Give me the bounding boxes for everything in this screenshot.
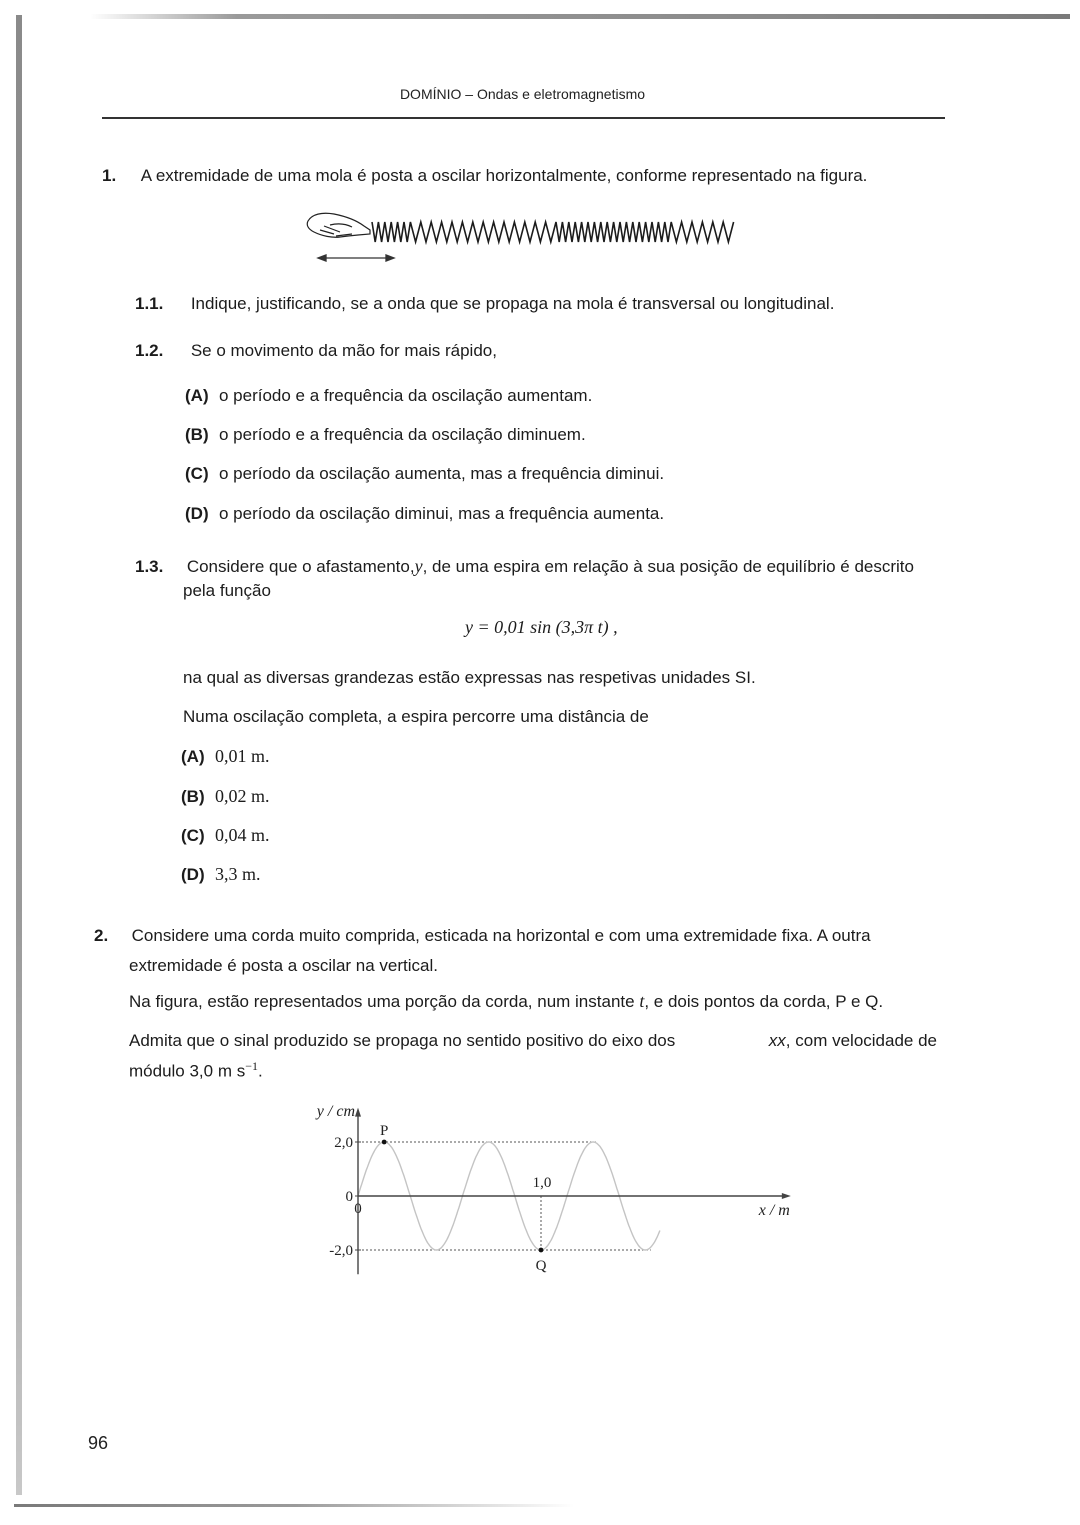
option-d[interactable]	[181, 863, 261, 886]
question-2-paragraph-3-cont	[129, 1055, 263, 1083]
equation-note: na qual as diversas grandezas estão expressas nas respetivas unidades SI.	[183, 668, 756, 687]
y-tick-label: -2,0	[329, 1243, 353, 1259]
equation: y = 0,01 sin (3,3π t) ,	[465, 617, 618, 637]
x-tick-label: 0	[354, 1201, 362, 1217]
option-text: o período e a frequência da oscilação aumentam.	[219, 386, 593, 405]
option-text: 0,02 m.	[215, 786, 270, 806]
option-text: o período da oscilação diminui, mas a frequência aumenta.	[219, 504, 665, 523]
option-c[interactable]	[185, 463, 664, 485]
scan-edge-left	[16, 15, 22, 1495]
question-1-3-prompt: Numa oscilação completa, a espira percorre uma distância de	[183, 707, 649, 726]
hand-icon	[307, 213, 370, 237]
question-number: 2.	[94, 926, 109, 945]
wave-chart	[290, 1085, 790, 1285]
question-2-line2: extremidade é posta a oscilar na vertical.	[129, 956, 438, 975]
question-2	[94, 925, 871, 947]
option-label: (A)	[181, 747, 205, 766]
spring-figure	[300, 200, 750, 265]
axis-name: xx	[768, 1031, 786, 1050]
question-statement: A extremidade de uma mola é posta a oscilar horizontalmente, conforme representado na figura.	[140, 166, 868, 185]
option-a[interactable]	[185, 385, 592, 407]
option-label: (B)	[181, 787, 205, 806]
question-2-paragraph-3	[129, 1030, 937, 1052]
option-label: (B)	[185, 425, 209, 444]
x-axis-label: x / m	[758, 1202, 790, 1219]
question-number: 1.1.	[135, 294, 164, 313]
question-number: 1.3.	[135, 557, 164, 576]
option-text: o período da oscilação aumenta, mas a frequência diminui.	[219, 464, 665, 483]
page-number: 96	[88, 1433, 109, 1453]
option-label: (D)	[181, 865, 205, 884]
option-label: (C)	[181, 826, 205, 845]
question-statement: Considere uma corda muito comprida, esticada na horizontal e com uma extremidade fixa. A outra	[131, 926, 871, 945]
text-part: .	[258, 1061, 263, 1081]
exponent: −1	[245, 1059, 259, 1073]
text-part: módulo 3,0 m s	[129, 1061, 246, 1081]
question-1-1	[135, 293, 834, 315]
option-b[interactable]	[185, 424, 586, 446]
variable-t: t	[639, 991, 645, 1011]
option-text: o período e a frequência da oscilação diminuem.	[219, 425, 586, 444]
double-arrow-icon	[318, 255, 394, 261]
variable-y: y	[414, 556, 423, 576]
text-part: , e dois pontos da corda, P e Q.	[644, 992, 884, 1011]
point-label-p: P	[379, 1123, 389, 1139]
question-1	[102, 165, 867, 187]
question-1-3-cont: pela função	[183, 581, 271, 600]
text-part: , com velocidade de	[785, 1031, 937, 1050]
option-text: 0,04 m.	[215, 825, 270, 845]
option-c[interactable]	[181, 824, 270, 847]
question-statement: Indique, justificando, se a onda que se propaga na mola é transversal ou longitudinal.	[190, 294, 835, 313]
option-a[interactable]	[181, 745, 270, 768]
question-statement-part: , de uma espira em relação à sua posição de equilíbrio é descrito	[422, 557, 914, 576]
x-tick-label: 1,0	[532, 1175, 552, 1191]
option-b[interactable]	[181, 785, 270, 808]
x-axis-arrow-icon	[782, 1193, 791, 1199]
y-tick-label: 2,0	[334, 1135, 353, 1151]
question-1-2	[135, 340, 497, 362]
scan-edge-bottom	[14, 1504, 574, 1507]
text-part: Admita que o sinal produzido se propaga no sentido positivo do eixo dos	[129, 1031, 676, 1050]
option-label: (D)	[185, 504, 209, 523]
data-point-p	[382, 1140, 387, 1145]
point-label-q: Q	[535, 1258, 547, 1274]
y-axis-arrow-icon	[355, 1108, 361, 1117]
text-part: Na figura, estão representados uma porção da corda, num instante	[129, 992, 635, 1011]
question-2-paragraph-2	[129, 990, 883, 1013]
question-1-3	[135, 555, 914, 578]
y-axis-label: y / cm	[316, 1103, 355, 1120]
header-divider	[102, 117, 945, 119]
option-text: 3,3 m.	[215, 864, 261, 884]
spring-icon	[372, 222, 734, 242]
option-label: (C)	[185, 464, 209, 483]
option-d[interactable]	[185, 503, 664, 525]
data-point-q	[539, 1248, 544, 1253]
scan-edge-top	[90, 14, 1070, 19]
y-tick-label: 0	[345, 1189, 353, 1205]
option-label: (A)	[185, 386, 209, 405]
question-number: 1.2.	[135, 341, 164, 360]
question-statement: Se o movimento da mão for mais rápido,	[190, 341, 497, 360]
question-number: 1.	[102, 166, 117, 185]
page-header: DOMÍNIO – Ondas e eletromagnetismo	[399, 86, 646, 102]
question-statement-part: Considere que o afastamento,	[186, 557, 415, 576]
option-text: 0,01 m.	[215, 746, 270, 766]
